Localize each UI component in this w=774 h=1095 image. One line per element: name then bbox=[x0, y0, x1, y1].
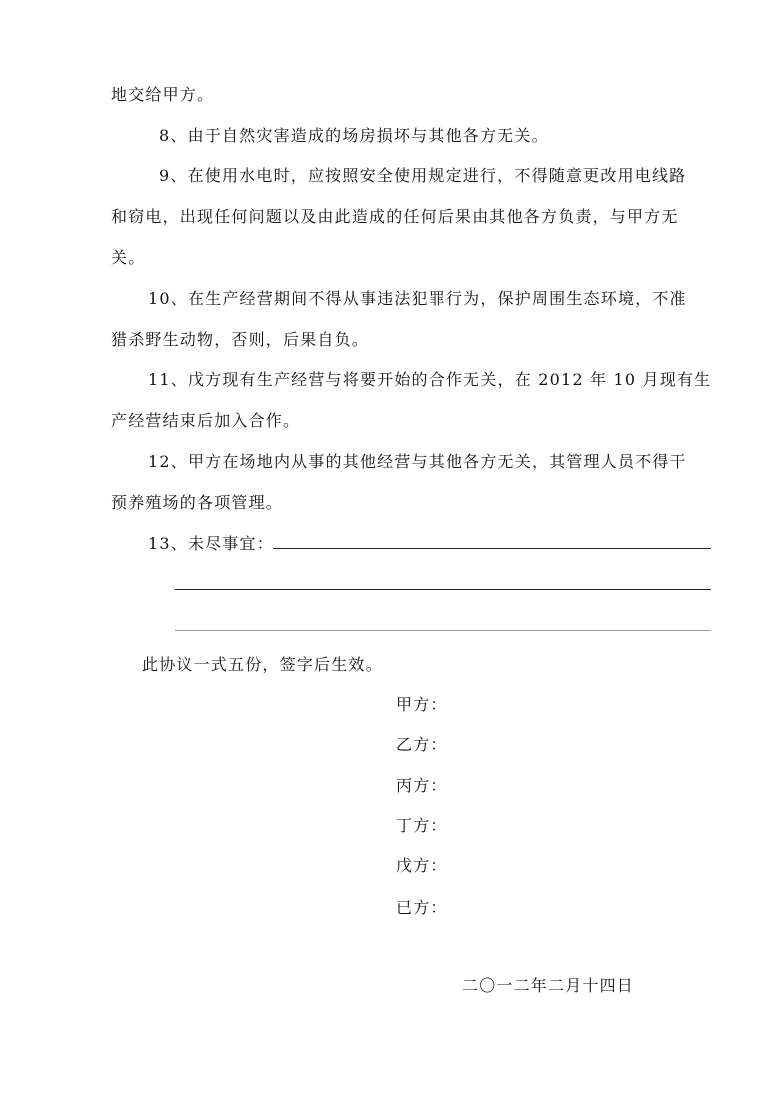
clause-9-line-3: 关。 bbox=[111, 248, 146, 267]
blank-line-2 bbox=[175, 589, 711, 590]
agreement-note: 此协议一式五份，签字后生效。 bbox=[142, 655, 383, 674]
document-date: 二〇一二年二月十四日 bbox=[462, 976, 635, 995]
clause-13: 13、未尽事宜： bbox=[148, 534, 274, 553]
signature-party-3: 丙方： bbox=[396, 776, 448, 795]
blank-line-1 bbox=[273, 548, 711, 549]
clause-12-line-1: 12、甲方在场地内从事的其他经营与其他各方无关，其管理人员不得干 bbox=[148, 452, 687, 471]
signature-party-2: 乙方： bbox=[396, 735, 448, 754]
signature-party-4: 丁方： bbox=[396, 816, 448, 835]
paragraph-continuation: 地交给甲方。 bbox=[111, 85, 215, 104]
clause-9-line-1: 9、在使用水电时，应按照安全使用规定进行，不得随意更改用电线路 bbox=[159, 166, 687, 185]
clause-11-line-2: 产经营结束后加入合作。 bbox=[111, 411, 301, 430]
blank-line-3 bbox=[175, 630, 711, 631]
clause-12-line-2: 预养殖场的各项管理。 bbox=[111, 493, 284, 512]
signature-party-1: 甲方： bbox=[396, 695, 448, 714]
clause-8: 8、由于自然灾害造成的场房损坏与其他各方无关。 bbox=[159, 126, 549, 145]
signature-party-6: 已方： bbox=[396, 898, 448, 917]
clause-10-line-2: 猎杀野生动物，否则，后果自负。 bbox=[111, 330, 370, 349]
clause-11-line-1: 11、戊方现有生产经营与将要开始的合作无关，在 2012 年 10 月现有生 bbox=[148, 370, 712, 389]
clause-10-line-1: 10、在生产经营期间不得从事违法犯罪行为，保护周围生态环境，不准 bbox=[148, 289, 687, 308]
clause-9-line-2: 和窃电，出现任何问题以及由此造成的任何后果由其他各方负责，与甲方无 bbox=[111, 207, 679, 226]
signature-party-5: 戊方： bbox=[396, 856, 448, 875]
